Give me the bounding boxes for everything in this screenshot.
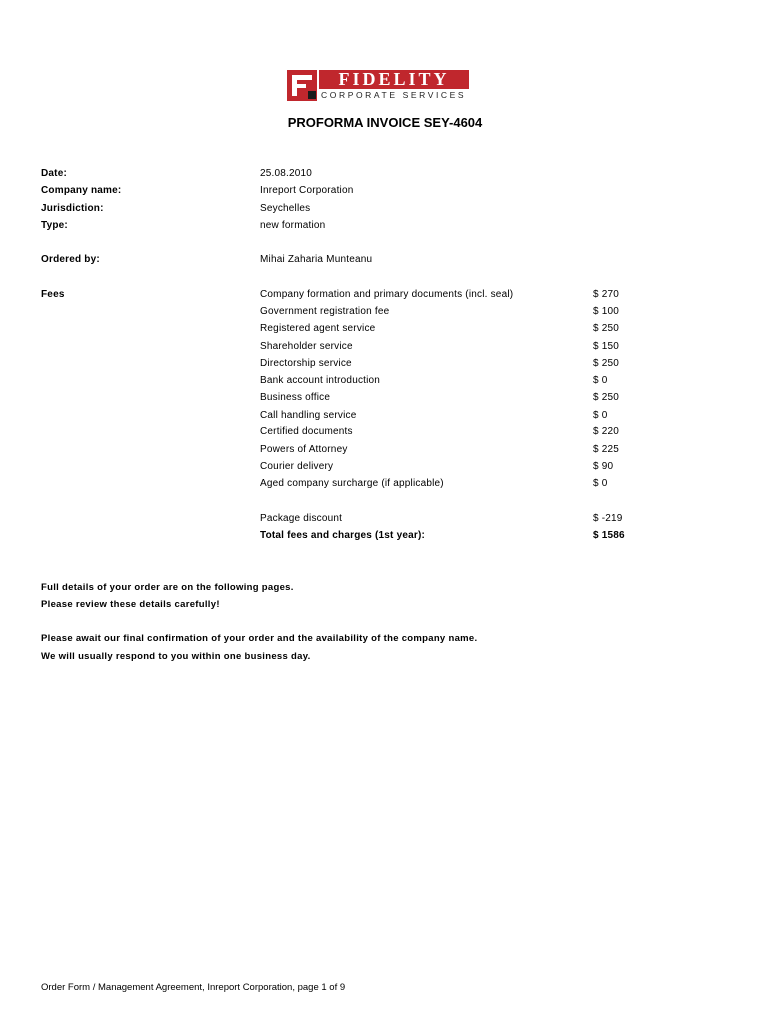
fee-item-amount: $ 270	[593, 289, 620, 300]
ordered-by-value: Mihai Zaharia Munteanu	[260, 254, 373, 265]
fee-item-desc: Business office	[260, 392, 331, 403]
fee-item-amount: $ 0	[593, 478, 608, 489]
fee-item-amount: $ 250	[593, 358, 620, 369]
fee-item-desc: Bank account introduction	[260, 375, 381, 386]
fee-item-desc: Shareholder service	[260, 341, 353, 352]
total-amount: $ 1586	[593, 530, 625, 541]
fee-item-desc: Courier delivery	[260, 461, 334, 472]
fee-item-amount: $ 225	[593, 444, 620, 455]
fee-item-desc: Certified documents	[260, 426, 353, 437]
company-logo	[287, 70, 469, 101]
jurisdiction-value: Seychelles	[260, 203, 311, 214]
fees-label: Fees	[41, 289, 65, 300]
fee-item-amount: $ 0	[593, 375, 608, 386]
fee-item-amount: $ 220	[593, 426, 620, 437]
fee-item-desc: Powers of Attorney	[260, 444, 348, 455]
fee-item-desc: Call handling service	[260, 410, 357, 421]
company-name-label: Company name:	[41, 185, 122, 196]
fee-item-desc: Government registration fee	[260, 306, 390, 317]
company-name-value: Inreport Corporation	[260, 185, 354, 196]
discount-amount: $ -219	[593, 513, 623, 524]
logo-wordmark: FIDELITY	[319, 70, 469, 89]
page-footer: Order Form / Management Agreement, Inreport Corporation, page 1 of 9	[41, 982, 346, 993]
fee-item-desc: Directorship service	[260, 358, 352, 369]
fee-item-desc: Aged company surcharge (if applicable)	[260, 478, 444, 489]
date-value: 25.08.2010	[260, 168, 313, 179]
fee-item-desc: Company formation and primary documents (incl. seal)	[260, 289, 514, 300]
type-label: Type:	[41, 220, 68, 231]
note-line: We will usually respond to you within one business day.	[41, 651, 311, 662]
jurisdiction-label: Jurisdiction:	[41, 203, 104, 214]
note-line: Please review these details carefully!	[41, 599, 220, 610]
fee-item-amount: $ 150	[593, 341, 620, 352]
discount-desc: Package discount	[260, 513, 343, 524]
logo-square	[308, 91, 316, 99]
ordered-by-label: Ordered by:	[41, 254, 100, 265]
invoice-title: PROFORMA INVOICE SEY-4604	[287, 115, 483, 130]
note-line: Please await our final confirmation of your order and the availability of the company name.	[41, 633, 478, 644]
fee-item-amount: $ 250	[593, 392, 620, 403]
fee-item-desc: Registered agent service	[260, 323, 376, 334]
fee-item-amount: $ 90	[593, 461, 614, 472]
fee-item-amount: $ 250	[593, 323, 620, 334]
note-line: Full details of your order are on the following pages.	[41, 582, 294, 593]
fee-item-amount: $ 0	[593, 410, 608, 421]
date-label: Date:	[41, 168, 68, 179]
type-value: new formation	[260, 220, 326, 231]
fee-item-amount: $ 100	[593, 306, 620, 317]
logo-subtitle: CORPORATE SERVICES	[321, 90, 467, 100]
total-desc: Total fees and charges (1st year):	[260, 530, 426, 541]
